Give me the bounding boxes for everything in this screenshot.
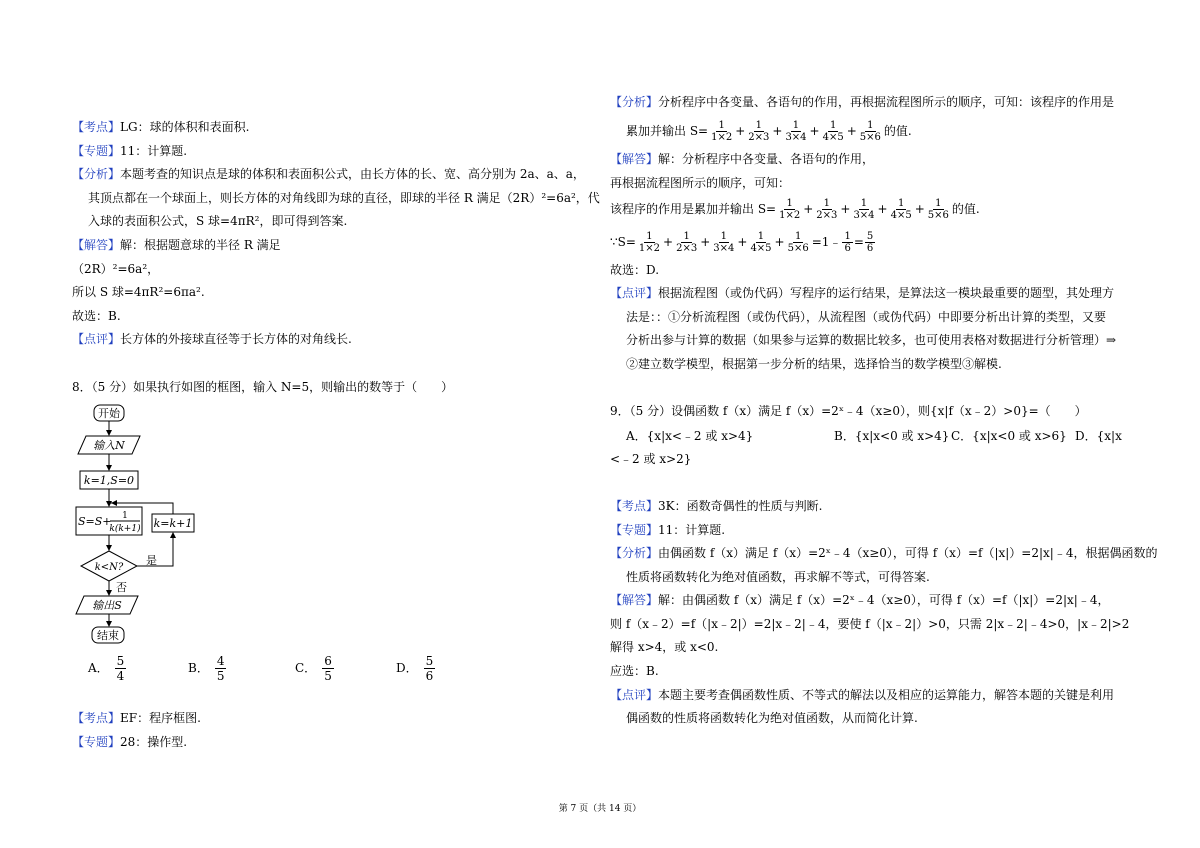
q9-option-d: D．{x|x <box>1075 429 1122 443</box>
because-res-num: 5 <box>866 231 874 242</box>
r-fenxi-series-pre: 累加并输出 S= <box>626 124 709 138</box>
zhuanti-text: 11：计算题. <box>120 144 188 158</box>
r-dp-1: 根据流程图（或伪代码）写程序的运行结果，是算法这一模块最重要的题型，其处理方 <box>658 286 1115 300</box>
series-num: 1 <box>860 198 868 209</box>
r-kaodian-tag: 【考点】 <box>610 499 659 513</box>
r-jieda9-text-2: 则 f（x﹣2）=f（|x﹣2|）=2|x﹣2|﹣4，要使 f（|x﹣2|）>0，只需 2|x﹣2|﹣4>0，|x﹣2|>2 <box>610 617 1130 631</box>
option-b <box>188 654 226 683</box>
q9-option-a: A．{x|x<﹣2 或 x>4} <box>626 429 754 443</box>
series-den: 5×6 <box>927 210 949 221</box>
series-den: 4×5 <box>890 210 912 221</box>
zhuanti2-text: 28：操作型. <box>120 735 188 749</box>
q9-option-b: B．{x|x<0 或 x>4} <box>834 429 950 443</box>
flow-assign-den: k(k+1) <box>109 524 141 534</box>
jieda-text-3: 所以 S 球=4πR²=6πa². <box>72 285 205 299</box>
r-jieda-text-1: 解：分析程序中各变量、各语句的作用， <box>658 152 875 166</box>
fenxi-text-1: 本题考查的知识点是球的体积和表面积公式，由长方体的长、宽、高分别为 2a、a、a， <box>120 167 585 181</box>
q9-option-c: C．{x|x<0 或 x>6} <box>951 429 1067 443</box>
series-den: 1×2 <box>711 132 733 143</box>
option-d-num: 5 <box>425 654 434 668</box>
series-num: 1 <box>867 120 874 131</box>
page-footer: 第 7 页（共 14 页） <box>558 804 642 814</box>
r-fenxi9-text-2: 性质将函数转化为绝对值函数，再求解不等式，可得答案. <box>626 570 930 584</box>
option-d <box>396 654 435 683</box>
dianping-text: 长方体的外接球直径等于长方体的对角线长. <box>120 332 352 346</box>
jieda-tag: 【解答】 <box>72 238 121 252</box>
flow-assign-label: S=S+ <box>78 515 112 528</box>
zhuanti-line <box>72 143 187 159</box>
series-num: 1 <box>646 231 653 242</box>
flow-end-label: 结束 <box>97 629 119 642</box>
because-sub-num: 1 <box>844 231 851 242</box>
series-den: 4×5 <box>750 243 772 254</box>
series-num: 1 <box>897 198 905 209</box>
r-zhuanti-tag: 【专题】 <box>610 523 659 537</box>
r-fenxi-series-line: 累加并输出 S= $\frac{1}{1\times 2}$ + $\frac{1}{2\times 3}$ + $\frac{1}{3\times 4}$ + $\frac{1}{4\times 5}$ + $\frac{1}{5\times 6}$ 的值. <box>626 120 912 143</box>
question-8: 8．（5 分）如果执行如图的框图，输入 N=5，则输出的数等于（ ） <box>72 380 454 394</box>
series-num: 1 <box>829 120 837 131</box>
series-den: 1×2 <box>638 243 661 254</box>
series-num: 1 <box>823 198 830 209</box>
r-jieda9-tag: 【解答】 <box>610 593 659 607</box>
flow-output-label: 输出S <box>92 599 122 612</box>
series-num: 1 <box>683 231 690 242</box>
r-jieda-tag: 【解答】 <box>610 152 659 166</box>
kaodian-text: LG：球的体积和表面积. <box>120 120 250 134</box>
series-num: 1 <box>718 120 725 131</box>
jieda-line <box>72 237 281 253</box>
option-a <box>88 654 126 683</box>
r-fenxi9-line <box>610 545 1157 561</box>
series-num: 1 <box>935 198 942 209</box>
series-den: 2×3 <box>816 210 838 221</box>
because-res-den: 6 <box>866 243 874 254</box>
series-den: 2×3 <box>748 132 770 143</box>
r-dianping-line <box>610 285 1114 301</box>
r-because-line: ∵S= $\frac{1}{1\times 2}$ + $\frac{1}{2\times 3}$ + $\frac{1}{3\times 4}$ + $\frac{1}{4\times 5}$ + $\frac{1}{5\times 6}$ =1﹣ $\frac{1}{6}$ = $\frac{5}{6}$ <box>610 231 874 254</box>
flow-cond-label: k<N? <box>94 562 124 573</box>
kaodian2-line <box>72 710 201 726</box>
fenxi-line-1 <box>72 166 585 182</box>
r-fenxi9-text-1: 由偶函数 f（x）满足 f（x）=2ˣ﹣4（x≥0），可得 f（x）=f（|x|）=2|x|﹣4，根据偶函数的 <box>658 546 1158 560</box>
r-jieda-series-post: 的值. <box>951 202 980 216</box>
r-dp9-1: 本题主要考查偶函数性质、不等式的解法以及相应的运算能力，解答本题的关键是利用 <box>658 688 1115 702</box>
r-dp9-2: 偶函数的性质将函数转化为绝对值函数，从而简化计算. <box>626 711 918 725</box>
r-jieda9-line <box>610 592 1109 608</box>
fenxi-text-2: 其顶点都在一个球面上，则长方体的对角线即为球的直径，即球的半径 R 满足（2R）²=6a²，代 <box>88 191 600 205</box>
option-c-num: 6 <box>324 654 332 668</box>
r-fenxi9-tag: 【分析】 <box>610 546 659 560</box>
option-c-label: C． <box>295 661 317 675</box>
r-kaodian-text: 3K：函数奇偶性的性质与判断. <box>658 499 823 513</box>
guxuan-text: 故选：B. <box>72 309 121 323</box>
zhuanti2-line <box>72 734 187 750</box>
zhuanti2-tag: 【专题】 <box>72 735 121 749</box>
r-dianping-tag: 【点评】 <box>610 286 659 300</box>
question-9: 9．（5 分）设偶函数 f（x）满足 f（x）=2ˣ﹣4（x≥0），则{x|f（x﹣2）>0}=（ ） <box>610 404 1087 418</box>
series-num: 1 <box>755 120 762 131</box>
option-a-den: 4 <box>116 669 125 683</box>
series-num: 1 <box>786 198 793 209</box>
because-sub-den: 6 <box>844 243 851 254</box>
series-den: 5×6 <box>787 243 809 254</box>
kaodian-line <box>72 119 249 135</box>
zhuanti-tag: 【专题】 <box>72 144 121 158</box>
series-num: 1 <box>757 231 765 242</box>
option-b-den: 5 <box>216 669 225 683</box>
option-c <box>295 654 334 683</box>
r-jieda-line <box>610 151 874 167</box>
r-fenxi-text-1: 分析程序中各变量、各语句的作用，再根据流程图所示的顺序，可知：该程序的作用是 <box>658 95 1115 109</box>
because-eq: =1 <box>811 235 830 249</box>
series-num: 1 <box>794 231 802 242</box>
q9-option-d-cont: <﹣2 或 x>2} <box>610 452 692 466</box>
option-a-label: A． <box>88 661 109 675</box>
series-den: 2×3 <box>676 243 698 254</box>
r-guxuan: 故选：D. <box>610 263 660 277</box>
flow-no-label: 否 <box>116 581 127 594</box>
series-den: 5×6 <box>859 132 881 143</box>
r-fenxi-tag: 【分析】 <box>610 95 659 109</box>
r-fenxi-series-post: 的值. <box>883 124 912 138</box>
flow-yes-label: 是 <box>146 554 157 567</box>
r-yingxuan: 应选：B. <box>610 664 659 678</box>
dianping-tag: 【点评】 <box>72 332 121 346</box>
r-dianping9-line <box>610 687 1114 703</box>
r-jieda-series-line: 该程序的作用是累加并输出 S= $\frac{1}{1\times 2}$ + $\frac{1}{2\times 3}$ + $\frac{1}{3\times 4}$ + $\frac{1}{4\times 5}$ + $\frac{1}{5\times 6}$ 的值. <box>610 198 980 221</box>
flowchart <box>70 400 210 645</box>
option-c-den: 5 <box>324 669 332 683</box>
r-fenxi-line <box>610 94 1114 110</box>
option-d-den: 6 <box>425 669 434 683</box>
r-zhuanti-text: 11：计算题. <box>658 523 726 537</box>
series-num: 1 <box>720 231 727 242</box>
series-den: 3×4 <box>713 243 735 254</box>
series-num: 1 <box>792 120 800 131</box>
r-zhuanti-line <box>610 522 725 538</box>
fenxi-tag: 【分析】 <box>72 167 121 181</box>
flow-input-label: 输入N <box>93 439 125 452</box>
r-dp-3: 分析出参与计算的数据（如果参与运算的数据比较多，也可使用表格对数据进行分析管理）⇒ <box>626 333 1117 347</box>
series-den: 4×5 <box>822 132 844 143</box>
flow-start-label: 开始 <box>98 407 120 420</box>
jieda-text-2: （2R）²=6a²， <box>72 262 160 276</box>
r-dp-2: 法是：：①分析流程图（或伪代码），从流程图（或伪代码）中即要分析出计算的类型，又要 <box>626 310 1107 324</box>
option-a-num: 5 <box>116 654 125 668</box>
r-dianping9-tag: 【点评】 <box>610 688 659 702</box>
option-d-label: D． <box>396 661 418 675</box>
r-jieda-series-pre: 该程序的作用是累加并输出 S= <box>610 202 777 216</box>
jieda-text-1: 解：根据题意球的半径 R 满足 <box>120 238 281 252</box>
series-den: 1×2 <box>779 210 801 221</box>
r-jieda9-text-1: 解：由偶函数 f（x）满足 f（x）=2ˣ﹣4（x≥0），可得 f（x）=f（|x|）=2|x|﹣4， <box>658 593 1110 607</box>
r-jieda9-text-3: 解得 x>4，或 x<0. <box>610 640 719 654</box>
kaodian2-tag: 【考点】 <box>72 711 121 725</box>
r-jieda-text-2: 再根据流程图所示的顺序，可知： <box>610 176 791 190</box>
option-b-num: 4 <box>216 654 225 668</box>
option-b-label: B． <box>188 661 209 675</box>
flow-init-label: k=1,S=0 <box>83 474 135 487</box>
kaodian2-text: EF：程序框图. <box>120 711 201 725</box>
fenxi-text-3: 入球的表面积公式，S 球=4πR²，即可得到答案. <box>88 214 348 228</box>
because-pre: ∵S= <box>610 235 636 249</box>
series-den: 3×4 <box>785 132 807 143</box>
dianping-line <box>72 331 352 347</box>
kaodian-tag: 【考点】 <box>72 120 121 134</box>
r-dp-4: ②建立数学模型，根据第一步分析的结果，选择恰当的数学模型③解模. <box>626 357 1002 371</box>
r-kaodian-line <box>610 498 822 514</box>
series-den: 3×4 <box>853 210 875 221</box>
flow-incr-label: k=k+1 <box>153 517 193 530</box>
flow-assign-num: 1 <box>122 511 128 521</box>
